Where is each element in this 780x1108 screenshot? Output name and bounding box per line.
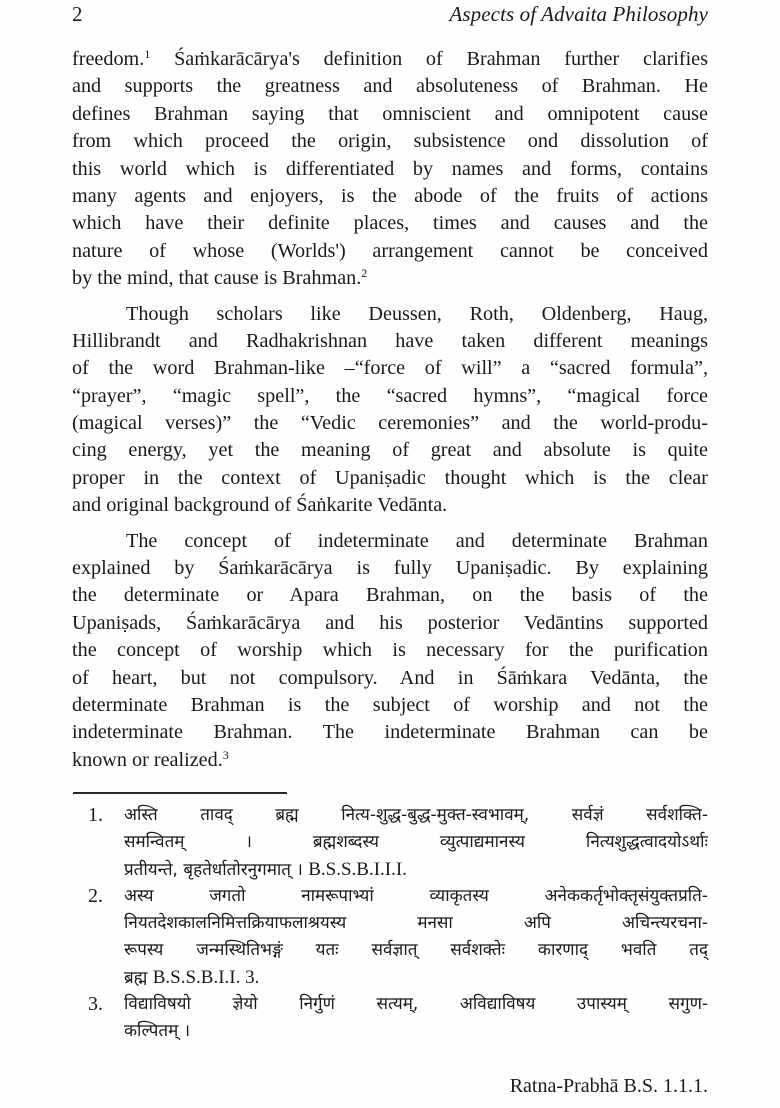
footnote-reference: B.S.S.B.I.I.I. [308, 859, 407, 880]
text-line: which have their definite places, times and causes and the [72, 212, 708, 235]
footnote-line: कल्पितम् । [124, 1021, 191, 1041]
footnote-line: नियतदेशकालनिमित्तक्रियाफलाश्रयस्य मनसा अपि अचिन्त्यरचना- [124, 913, 708, 933]
text-line: defines Brahman saying that omniscient and omnipotent cause [72, 102, 708, 125]
footnote-2 [88, 883, 708, 991]
footnote-line: अस्य जगतो नामरूपाभ्यां व्याकृतस्य अनेककर्तृभोक्तृसंयुक्तप्रति- [124, 886, 708, 906]
footnote-ref-1[interactable]: 1 [144, 47, 151, 61]
text-line: indeterminate Brahman. The indeterminate Brahman can be [72, 721, 708, 744]
text-line [72, 46, 708, 73]
body-text [72, 46, 708, 774]
text-line: Though scholars like Deussen, Roth, Oldenberg, Haug, [126, 302, 708, 325]
footnote-separator [73, 792, 287, 794]
text-line: “prayer”, “magic spell”, the “sacred hymns”, “magical force [72, 384, 708, 407]
text-line: determinate Brahman is the subject of worship and not the [72, 693, 708, 716]
text-line: the determinate or Apara Brahman, on the basis of the [72, 584, 708, 607]
text-line: and original background of Śaṅkarite Vedānta. [72, 494, 448, 517]
footnote-line: समन्वितम् । ब्रह्मशब्दस्य व्युत्पाद्यमानस्य नित्यशुद्धत्वादयोऽर्थाः [124, 832, 708, 852]
text-fragment: freedom. [72, 48, 145, 70]
footnotes [88, 802, 708, 1045]
text-line: Hillibrandt and Radhakrishnan have taken different meanings [72, 329, 708, 352]
text-line: of the word Brahman-like –“force of will” a “sacred formula”, [72, 357, 708, 380]
footnote-number: 1. [88, 804, 103, 826]
text-line: the concept of worship which is necessary for the purification [72, 639, 708, 662]
text-line: (magical verses)” the “Vedic ceremonies” and the world-produ- [72, 412, 708, 435]
text-line: many agents and enjoyers, is the abode of the fruits of actions [72, 184, 708, 207]
running-title: Aspects of Advaita Philosophy [449, 2, 708, 26]
text-line: The concept of indeterminate and determinate Brahman [126, 529, 708, 552]
paragraph-2 [72, 301, 708, 520]
text-line: from which proceed the origin, subsistence ond dissolution of [72, 130, 708, 153]
text-line: cing energy, yet the meaning of great and absolute is quite [72, 439, 708, 462]
text-line: this world which is differentiated by names and forms, contains [72, 157, 708, 180]
text-fragment: by the mind, that cause is Brahman. [72, 267, 362, 290]
text-line: nature of whose (Worlds') arrangement cannot be conceived [72, 239, 708, 262]
text-line: explained by Śaṁkarācārya is fully Upaniṣadic. By explaining [72, 557, 708, 580]
page-number: 2 [72, 2, 83, 26]
footnote-3 [88, 991, 708, 1045]
sanskrit-text: ब्रह्म [124, 968, 148, 988]
text-fragment: Śaṁkarācārya's definition of Brahman further clarifies [150, 48, 708, 70]
text-line: and supports the greatness and absoluteness of Brahman. He [72, 75, 708, 98]
footnote-line: विद्याविषयो ज्ञेयो निर्गुणं सत्यम्, अविद्याविषय उपास्यम् सगुण- [124, 994, 708, 1014]
footnote-ref-3[interactable]: 3 [222, 747, 229, 762]
text-fragment: known or realized. [72, 748, 223, 771]
footnote-reference: B.S.S.B.I.I. 3. [152, 967, 260, 988]
footnote-line [124, 964, 708, 991]
footnote-line: रूपस्य जन्मस्थितिभङ्गं यतः सर्वज्ञात् सर्वशक्तेः कारणाद् भवति तद् [124, 940, 708, 960]
paragraph-1 [72, 46, 708, 293]
running-head [72, 2, 708, 30]
footnote-1 [88, 802, 708, 883]
text-line: proper in the context of Upaniṣadic thought which is the clear [72, 466, 708, 489]
text-line [72, 747, 708, 774]
footnote-line [124, 856, 708, 883]
footnote-number: 2. [88, 885, 103, 907]
footnote-3-source: Ratna-Prabhā B.S. 1.1.1. [509, 1075, 708, 1097]
text-line: Upaniṣads, Śaṁkarācārya and his posterior Vedāntins supported [72, 611, 708, 634]
footnote-number: 3. [88, 993, 103, 1015]
footnote-ref-2[interactable]: 2 [361, 266, 368, 281]
sanskrit-text: प्रतीयन्ते, बृहतेर्धातोरनुगमात् । [124, 860, 303, 880]
text-line: of heart, but not compulsory. And in Śāṁkara Vedānta, the [72, 666, 708, 689]
text-line [72, 265, 708, 292]
paragraph-3 [72, 528, 708, 775]
footnote-line: अस्ति तावद् ब्रह्म नित्य-शुद्ध-बुद्ध-मुक्त-स्वभावम्, सर्वज्ञं सर्वशक्ति- [124, 805, 708, 825]
